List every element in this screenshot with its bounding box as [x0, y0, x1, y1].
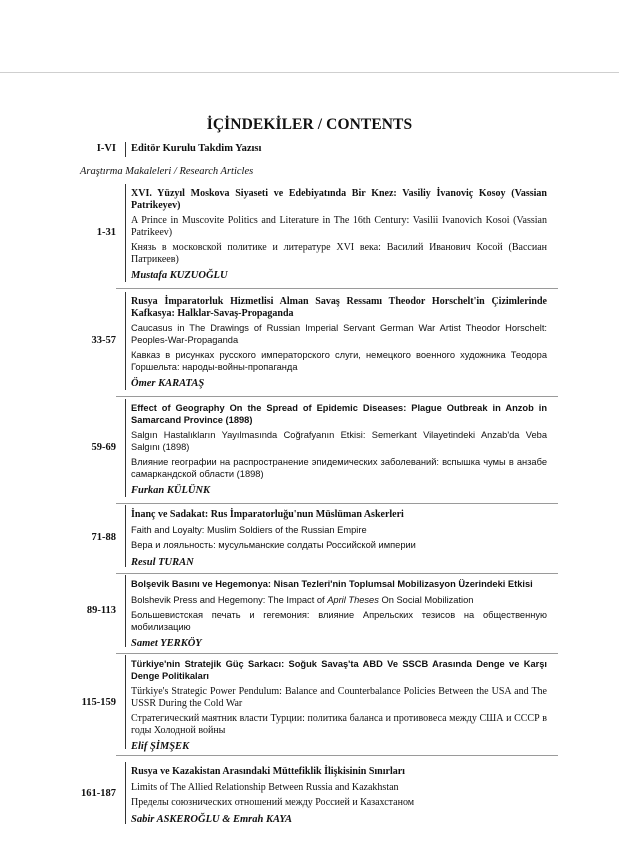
- entry-title-ru: Влияние географии на распространение эпидемических заболеваний: вспышка чумы в анзабе самаркандской области (1898): [131, 457, 547, 479]
- entry-pages: 71-88: [91, 532, 116, 543]
- toc-entry[interactable]: [0, 292, 619, 396]
- entry-title-ru: Большевистская печать и гегемония: влияние Апрельских тезисов на общественную мобилизацию: [131, 610, 547, 632]
- entry-title-en: Faith and Loyalty: Muslim Soldiers of the Russian Empire: [131, 524, 367, 535]
- entry-title-en-part: Bolshevik Press and Hegemony: The Impact of: [131, 594, 328, 605]
- column-divider: [125, 142, 126, 157]
- entry-separator: [116, 755, 558, 756]
- entry-content: [131, 766, 547, 826]
- entry-title-ru: Пределы союзнических отношений между Россией и Казахстаном: [131, 797, 415, 808]
- entry-title-tr: Türkiye'nin Stratejik Güç Sarkacı: Soğuk Savaş'ta ABD Ve SSCB Arasında Denge ve Karşı Denge Politikaları: [131, 659, 547, 681]
- entry-content: [131, 188, 547, 282]
- toc-entry[interactable]: [0, 762, 619, 828]
- toc-entry[interactable]: [0, 399, 619, 503]
- entry-pages: 115-159: [81, 697, 116, 708]
- entry-pages: 33-57: [91, 335, 116, 346]
- entry-content: [131, 403, 547, 497]
- entry-title-en: Limits of The Allied Relationship Between Russia and Kazakhstan: [131, 781, 399, 793]
- toc-entry[interactable]: [0, 184, 619, 288]
- column-divider: [125, 505, 126, 567]
- entry-title-ru: Кавказ в рисунках русского императорского слуги, немецкого военного художника Теодора Горшельта: народы-войны-пропаганда: [131, 350, 547, 372]
- entry-author: Mustafa KUZUOĞLU: [131, 270, 228, 281]
- entry-pages: 59-69: [91, 442, 116, 453]
- front-matter-pages: I-VI: [96, 143, 116, 154]
- entry-title-tr: XVI. Yüzyıl Moskova Siyaseti ve Edebiyatında Bir Knez: Vasiliy İvanoviç Kosoy (Vassian Patrikeyev): [131, 188, 547, 211]
- entry-author: Ömer KARATAŞ: [131, 378, 205, 389]
- entry-separator: [116, 396, 558, 397]
- entry-title-en-italic: April Theses: [327, 594, 379, 605]
- entry-title-en: A Prince in Muscovite Politics and Literature in The 16th Century: Vasilii Ivanovich Kosoi (Vassian Patrikeev): [131, 215, 547, 238]
- top-rule: [0, 72, 619, 73]
- page-title: İÇİNDEKİLER / CONTENTS: [206, 116, 413, 133]
- toc-entry[interactable]: [0, 575, 619, 653]
- column-divider: [125, 399, 126, 497]
- entry-author: Samet YERKÖY: [131, 638, 202, 649]
- entry-title-tr: Rusya ve Kazakistan Arasındaki Müttefiklik İlişkisinin Sınırları: [131, 766, 405, 777]
- entry-title-tr: İnanç ve Sadakat: Rus İmparatorluğu'nun Müslüman Askerleri: [131, 509, 404, 520]
- front-matter-row[interactable]: [0, 143, 619, 157]
- column-divider: [125, 762, 126, 824]
- entry-author: Resul TURAN: [131, 556, 194, 568]
- entry-separator: [116, 288, 558, 289]
- entry-title-ru: Князь в московской политике и литературе XVI века: Василий Иванович Косой (Вассиан Патрикеев): [131, 242, 547, 265]
- entry-title-tr: Bolşevik Basını ve Hegemonya: Nisan Tezleri'nin Toplumsal Mobilizasyon Üzerindeki Etkisi: [131, 579, 533, 589]
- entry-title-ru: Стратегический маятник власти Турции: политика баланса и противовеса между США и СССР в годы Холодной войны: [131, 713, 547, 736]
- entry-separator: [116, 503, 558, 504]
- entry-content: [131, 579, 547, 650]
- entry-title-tr: Effect of Geography On the Spread of Epidemic Diseases: Plague Outbreak in Anzob in Samarcand Province (1898): [131, 403, 547, 425]
- entry-title-en: Caucasus in The Drawings of Russian Imperial Servant German War Artist Theodor Horschelt: Peoples-War-Propaganda: [131, 323, 547, 345]
- entry-pages: 1-31: [96, 227, 116, 238]
- column-divider: [125, 655, 126, 749]
- entry-content: [131, 296, 547, 390]
- entry-separator: [116, 573, 558, 574]
- section-label: Araştırma Makaleleri / Research Articles: [80, 166, 254, 177]
- entry-content: [131, 509, 547, 569]
- entry-author: Elif ŞİMŞEK: [131, 741, 190, 752]
- entry-title-tr: Rusya İmparatorluk Hizmetlisi Alman Savaş Ressamı Theodor Horschelt'in Çizimlerinde Kafkasya: Halklar-Savaş-Propaganda: [131, 296, 547, 319]
- entry-pages: 161-187: [81, 788, 116, 799]
- column-divider: [125, 575, 126, 647]
- entry-author: Sabir ASKEROĞLU & Emrah KAYA: [131, 813, 293, 825]
- column-divider: [125, 184, 126, 282]
- entry-title-en: Salgın Hastalıkların Yayılmasında Coğrafyanın Etkisi: Semerkant Vilayetindeki Anzab'da Veba Salgını (1898): [131, 430, 547, 452]
- entry-separator: [116, 653, 558, 654]
- entry-title-ru: Вера и лояльность: мусульманские солдаты Российской империи: [131, 540, 416, 550]
- entry-content: [131, 659, 547, 753]
- entry-title-en: Türkiye's Strategic Power Pendulum: Balance and Counterbalance Policies Between the USA and The USSR During the Cold War: [131, 686, 547, 709]
- toc-entry[interactable]: [0, 505, 619, 573]
- toc-entry[interactable]: [0, 655, 619, 755]
- column-divider: [125, 292, 126, 390]
- entry-pages: 89-113: [86, 605, 116, 616]
- entry-title-en: [131, 595, 547, 607]
- front-matter-title: Editör Kurulu Takdim Yazısı: [131, 143, 262, 154]
- entry-title-en-part: On Social Mobilization: [378, 594, 474, 605]
- entry-author: Furkan KÜLÜNK: [131, 485, 211, 496]
